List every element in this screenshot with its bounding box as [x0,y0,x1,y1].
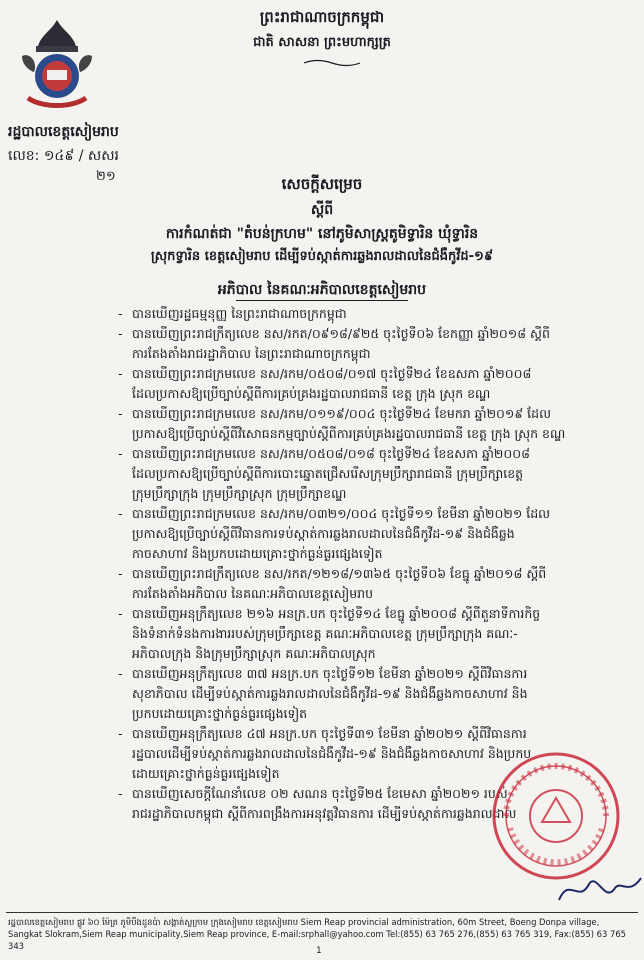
footer-line-2: Sangkat Slokram,Siem Reap municipality,Siem Reap province, E-mail:srphall@yahoo.com Tel:(855) 63 765 276,(855) 63 765 319, Fax:(855) 63 765 343 [8,929,626,951]
footer-divider [6,912,638,913]
subject-line-2: ស្រុកទ្វារិន ខេត្តសៀមរាប ដើម្បីទប់ស្កាត់ការឆ្លងរាលដាលនៃជំងឺកូវីដ-១៩ [150,249,494,264]
list-item: - បានឃើញរដ្ឋធម្មនុញ្ញ នៃព្រះរាជាណាចក្រកម្ពុជា [118,304,628,324]
list-item: - បានឃើញព្រះរាជក្រមលេខ នស/រកម/០១១៩/០០៤ ចុះថ្ងៃទី២៤ ខែមករា ឆ្នាំ២០១៩ ដែល ប្រកាសឱ្យប្រើច្បាប់ស្តីពីវិសោធនកម្មច្បាប់ស្តីពីការគ្រប់គ្រងរដ្ឋបាលរាជធានី ខេត្ត ក្រុង ស្រុក ខណ្ឌ [118,404,628,444]
list-item: - បានឃើញសេចក្តីណែនាំលេខ ០២ សណន ចុះថ្ងៃទី២៥ ខែមេសា ឆ្នាំ២០២១ របស់ រាជរដ្ឋាភិបាលកម្ពុជា ស្តីពីការពង្រឹងការអនុវត្តវិធានការ ដើម្បីទប់ស្កាត់ការឆ្លងរាលដាល [118,784,628,824]
list-item: - បានឃើញអនុក្រឹត្យលេខ ៤៧ អនក្រ.បក ចុះថ្ងៃទី៣១ ខែមីនា ឆ្នាំ២០២១ ស្តីពីវិធានការ រដ្ឋបាលដើម្បីទប់ស្កាត់ការឆ្លងរាលដាលនៃជំងឺកូវីដ-១៩ និងជំងឺឆ្លងកាចសាហាវ និងប្រកប ដោយគ្រោះថ្នាក់ធ្ងន់ធ្ងរផ្សេងទៀត [118,724,628,784]
footer-address [8,916,636,952]
official-seal-icon [488,748,624,884]
about-label: ស្តីពី [310,202,334,218]
subject-line-1: ការកំណត់ជា "តំបន់ក្រហម" នៅភូមិសាស្ត្រតូមិទ្វារិន ឃុំទ្វារិន [165,226,479,242]
list-item: - បានឃើញអនុក្រឹត្យលេខ ៣៧ អនក្រ.បក ចុះថ្ងៃទី១២ ខែមីនា ឆ្នាំ២០២១ ស្តីពីវិធានការ សុខាភិបាល ដើម្បីទប់ស្កាត់ការឆ្លងរាលដាលនៃជំងឺកូវីដ-១៩ និងជំងឺឆ្លងកាចសាហាវ និង ប្រកបដោយគ្រោះថ្នាក់ធ្ងន់ធ្ងរផ្សេងទៀត [118,664,628,724]
kingdom-heading: ព្រះរាជាណាចក្រកម្ពុជា [259,8,385,26]
authority-heading: អភិបាល នៃគណៈអភិបាលខេត្តសៀមរាប [217,282,427,298]
footer-line-1: រដ្ឋបាលខេត្តសៀមរាប ផ្លូវ ៦០ ម៉ែត្រ ភូមិបឹងដូនប៉ា សង្កាត់ស្លក្រាម ក្រុងសៀមរាប ខេត្តសៀមរាប Siem Reap provincial administration, 60m Street, Boeng Donpa village, [8,917,600,927]
page-number: 1 [316,946,322,956]
signature-icon [555,870,644,910]
legal-basis-list [118,304,628,824]
list-item: - បានឃើញព្រះរាជក្រឹត្យលេខ នស/រកត/០៩១៨/៩២៥ ចុះថ្ងៃទី០៦ ខែកញ្ញា ឆ្នាំ២០១៨ ស្តីពី ការតែងតាំងរាជរដ្ឋាភិបាល នៃព្រះរាជាណាចក្រកម្ពុជា [118,324,628,364]
motto-heading: ជាតិ សាសនា ព្រះមហាក្សត្រ [253,35,391,50]
list-item: - បានឃើញព្រះរាជក្រមលេខ នស/រកម/០៣២១/០០៤ ចុះថ្ងៃទី១១ ខែមីនា ឆ្នាំ២០២១ ដែល ប្រកាសឱ្យប្រើច្បាប់ស្តីពីវិធានការទប់ស្កាត់ការឆ្លងរាលដាលនៃជំងឺកូវីដ-១៩ និងជំងឺឆ្លង កាចសាហាវ និងប្រកបដោយគ្រោះថ្នាក់ធ្ងន់ធ្ងរផ្សេងទៀត [118,504,628,564]
list-item: - បានឃើញព្រះរាជក្រមលេខ នស/រកម/០៥០៨/០១៧ ចុះថ្ងៃទី២៤ ខែឧសភា ឆ្នាំ២០០៨ ដែលប្រកាសឱ្យប្រើច្បាប់ស្តីពីការគ្រប់គ្រងរដ្ឋបាលរាជធានី ខេត្ត ក្រុង ស្រុក ខណ្ឌ [118,364,628,404]
document-title: សេចក្តីសម្រេច [281,175,363,193]
issuing-authority: រដ្ឋបាលខេត្តសៀមរាប [8,124,119,140]
list-item: - បានឃើញព្រះរាជក្រឹត្យលេខ នស/រកត/១២១៨/១៣៦៥ ចុះថ្ងៃទី០៦ ខែធ្នូ ឆ្នាំ២០១៨ ស្តីពី ការតែងតាំងអភិបាល នៃគណៈអភិបាលខេត្តសៀមរាប [118,564,628,604]
list-item: - បានឃើញអនុក្រឹត្យលេខ ២១៦ អនក្រ.បក ចុះថ្ងៃទី១៤ ខែធ្នូ ឆ្នាំ២០០៨ ស្តីពីតួនាទីការកិច្ច និងទំនាក់ទំនងការងាររបស់ក្រុមប្រឹក្សាខេត្ត គណៈអភិបាលខេត្ត ក្រុមប្រឹក្សាក្រុង គណៈ- អភិបាលក្រុង និងក្រុមប្រឹក្សាស្រុក គណៈអភិបាលស្រុក [118,604,628,664]
reference-sub-number: ២១ [96,169,116,184]
ornament-divider-icon [302,58,362,68]
reference-number: លេខ: ១៤៩ / សសរ [8,148,119,164]
authority-underline [236,300,408,301]
list-item: - បានឃើញព្រះរាជក្រមលេខ នស/រកម/០៥០៨/០១៨ ចុះថ្ងៃទី២៤ ខែឧសភា ឆ្នាំ២០០៨ ដែលប្រកាសឱ្យប្រើច្បាប់ស្តីពីការបោះឆ្នោតជ្រើសរើសក្រុមប្រឹក្សារាជធានី ក្រុមប្រឹក្សាខេត្ត ក្រុមប្រឹក្សាក្រុង ក្រុមប្រឹក្សាស្រុក ក្រុមប្រឹក្សាខណ្ឌ [118,444,628,504]
